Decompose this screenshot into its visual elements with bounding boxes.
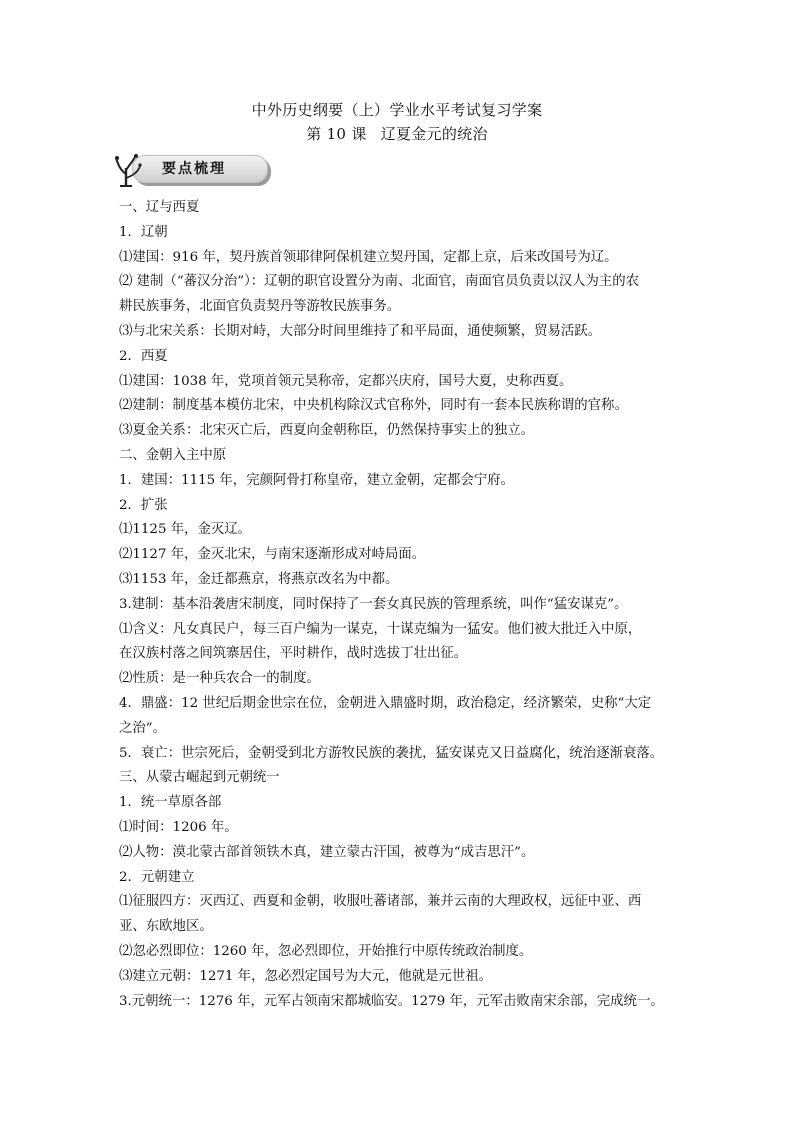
content-line: ⑵忽必烈即位：1260 年，忽必烈即位，开始推行中原传统政治制度。	[119, 943, 533, 959]
content-line: 3.建制：基本沿袭唐宋制度，同时保持了一套女真民族的管理系统，叫作“猛安谋克”。	[119, 596, 628, 612]
outline-content	[119, 196, 679, 1014]
content-line: 5．衰亡：世宗死后，金朝受到北方游牧民族的袭扰，猛安谋克又日益腐化，统治逐渐衰落。	[119, 745, 664, 761]
content-line: 1．建国：1115 年，完颜阿骨打称皇帝，建立金朝，定都会宁府。	[119, 472, 515, 488]
content-line: ⑶与北宋关系：长期对峙，大部分时间里维持了和平局面，通使频繁，贸易活跃。	[119, 323, 602, 339]
content-line: ⑶1153 年，金迁都燕京，将燕京改名为中都。	[119, 571, 399, 587]
content-line: 之治”。	[119, 720, 167, 736]
content-line: ⑴时间：1206 年。	[119, 819, 238, 835]
content-line: 4．鼎盛：12 世纪后期金世宗在位，金朝进入鼎盛时期，政治稳定，经济繁荣，史称“大定	[119, 695, 652, 711]
content-line: ⑴1125 年，金灭辽。	[119, 522, 252, 538]
content-line: ⑴建国：916 年，契丹族首领耶律阿保机建立契丹国，定都上京，后来改国号为辽。	[119, 249, 618, 265]
content-line: ⑴建国：1038 年，党项首领元昊称帝，定都兴庆府，国号大夏，史称西夏。	[119, 373, 573, 389]
content-line: 2．西夏	[119, 348, 168, 364]
content-line: ⑵ 建制（“蕃汉分治”）：辽朝的职官设置分为南、北面官，南面官员负责以汉人为主的农	[119, 274, 640, 290]
tree-sprout-icon	[112, 152, 148, 188]
content-line: 2．扩张	[119, 497, 168, 513]
content-line: ⑵建制：制度基本模仿北宋，中央机构除汉式官称外，同时有一套本民族称谓的官称。	[119, 398, 628, 414]
content-line: 2．元朝建立	[119, 869, 195, 885]
content-line: ⑶建立元朝：1271 年，忽必烈定国号为大元，他就是元世祖。	[119, 968, 493, 984]
document-title: 中外历史纲要（上）学业水平考试复习学案	[251, 101, 543, 119]
content-line: 3.元朝统一：1276 年，元军占领南宋都城临安。1279 年，元军击败南宋余部，完成统一。	[119, 993, 664, 1009]
content-line: ⑵人物：漠北蒙古部首领铁木真，建立蒙古汗国，被尊为“成吉思汗”。	[119, 844, 535, 860]
content-line: ⑴征服四方：灭西辽、西夏和金朝，收服吐蕃诸部，兼并云南的大理政权，远征中亚、西	[119, 894, 642, 910]
content-line: ⑶夏金关系：北宋灭亡后，西夏向金朝称臣，仍然保持事实上的独立。	[119, 423, 535, 439]
lesson-number: 第 10 课	[306, 125, 367, 143]
content-line: ⑵1127 年，金灭北宋，与南宋逐渐形成对峙局面。	[119, 547, 426, 563]
content-line: 1．辽朝	[119, 224, 168, 240]
lesson-name: 辽夏金元的统治	[380, 125, 488, 143]
key-points-banner	[112, 152, 272, 188]
content-line: 二、金朝入主中原	[119, 447, 227, 463]
content-line: ⑵性质：是一种兵农合一的制度。	[119, 671, 320, 687]
content-line: 三、从蒙古崛起到元朝统一	[119, 770, 280, 786]
lesson-heading	[0, 124, 794, 144]
content-line: 一、辽与西夏	[119, 200, 200, 215]
banner-label: 要点梳理	[162, 161, 226, 177]
content-line: 1．统一草原各部	[119, 795, 222, 811]
content-line: 在汉族村落之间筑寨居住，平时耕作，战时选拔丁壮出征。	[119, 646, 468, 662]
content-line: 耕民族事务，北面官负责契丹等游牧民族事务。	[119, 299, 401, 315]
content-line: ⑴含义：凡女真民户，每三百户编为一谋克，十谋克编为一猛安。他们被大批迁入中原，	[119, 621, 642, 637]
content-line: 亚、东欧地区。	[119, 919, 213, 935]
